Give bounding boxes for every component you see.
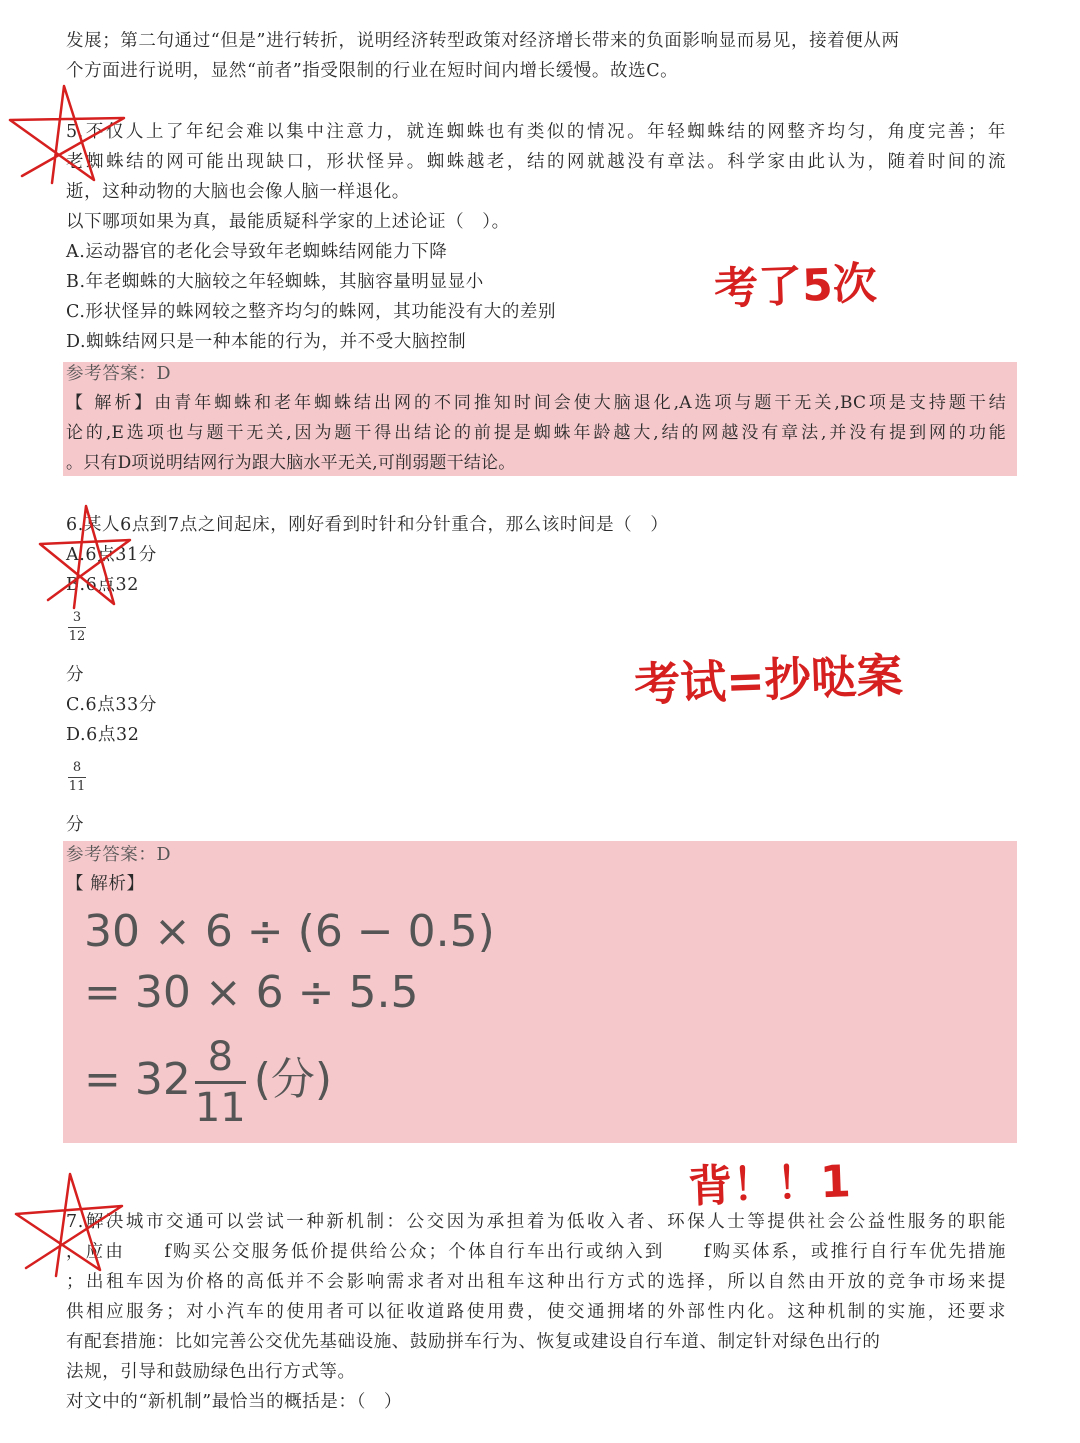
- q5-option-d: D.蜘蛛结网只是一种本能的行为，并不受大脑控制: [66, 332, 467, 352]
- handwritten-note: 考了5次: [713, 258, 878, 315]
- handwritten-note: 背！！1: [687, 1156, 852, 1213]
- q6-option-b-fraction: [66, 610, 88, 645]
- q6-option-b: B.6点32: [66, 575, 139, 595]
- q7-stem-line: ，应由 f购买公交服务低价提供给公众；个体自行车出行或纳入到 f购买体系，或推行自行车优先措施: [66, 1242, 1006, 1262]
- math-suffix: (分): [253, 1054, 333, 1105]
- math-prefix: = 32: [84, 1054, 191, 1105]
- q5-analysis-line: 论的,E选项也与题干无关,因为题干得出结论的前提是蜘蛛年龄越大,结的网越没有章法,并没有提到网的功能: [66, 423, 1006, 443]
- q5-stem-line: 老蜘蛛结的网可能出现缺口，形状怪异。蜘蛛越老，结的网就越没有章法。科学家由此认为，随着时间的流: [66, 152, 1006, 172]
- q5-analysis-line: 。只有D项说明结网行为跟大脑水平无关,可削弱题干结论。: [66, 453, 516, 473]
- q5-analysis-line: 【 解析】由青年蜘蛛和老年蜘蛛结出网的不同推知时间会使大脑退化,A选项与题干无关,BC项是支持题干结: [66, 393, 1006, 413]
- star-mark-icon: [2, 78, 132, 188]
- q6-option-d-unit: 分: [66, 815, 85, 835]
- q6-option-d: D.6点32: [66, 725, 140, 745]
- fraction-numerator: 3: [72, 610, 82, 625]
- q6-option-a: A.6点31分: [66, 545, 157, 565]
- q6-math-line: [84, 1028, 332, 1132]
- q5-option-c: C.形状怪异的蛛网较之整齐均匀的蛛网，其功能没有大的差别: [66, 302, 557, 322]
- q5-question: 以下哪项如果为真，最能质疑科学家的上述论证（ ）。: [66, 212, 510, 232]
- fraction-denominator: 11: [68, 779, 86, 794]
- q7-stem-line: 法规，引导和鼓励绿色出行方式等。: [66, 1362, 356, 1382]
- q6-analysis-label: 【 解析】: [66, 874, 145, 894]
- prev-explanation-line: 发展；第二句通过“但是”进行转折，说明经济转型政策对经济增长带来的负面影响显而易见，接着便从两: [66, 31, 900, 51]
- q5-stem-line: 5.不仅人上了年纪会难以集中注意力，就连蜘蛛也有类似的情况。年轻蜘蛛结的网整齐均匀，角度完善；年: [66, 122, 1006, 142]
- handwritten-note: 考试=抄哒案: [633, 648, 904, 712]
- q7-stem-line: 供相应服务；对小汽车的使用者可以征收道路使用费，使交通拥堵的外部性内化。这种机制的实施，还要求: [66, 1302, 1006, 1322]
- q6-option-b-unit: 分: [66, 665, 85, 685]
- q7-question: 对文中的“新机制”最恰当的概括是：（ ）: [66, 1392, 403, 1412]
- q5-option-b: B.年老蜘蛛的大脑较之年轻蜘蛛，其脑容量明显显小: [66, 272, 484, 292]
- q6-math-line: 30 × 6 ÷ (6 − 0.5): [84, 906, 495, 957]
- q7-stem-line: 有配套措施：比如完善公交优先基础设施、鼓励拼车行为、恢复或建设自行车道、制定针对绿色出行的: [66, 1332, 881, 1352]
- q6-option-d-fraction: [66, 760, 88, 795]
- fraction-numerator: 8: [72, 760, 82, 775]
- fraction-denominator: 12: [68, 629, 86, 644]
- q7-stem-line: ；出租车因为价格的高低并不会影响需求者对出租车这种出行方式的选择，所以自然由开放的竞争市场来提: [66, 1272, 1006, 1292]
- q6-option-c: C.6点33分: [66, 695, 157, 715]
- q5-stem-line: 逝，这种动物的大脑也会像人脑一样退化。: [66, 182, 410, 202]
- fraction-denominator: 11: [194, 1084, 246, 1131]
- fraction-numerator: 8: [207, 1033, 234, 1080]
- q5-answer: 参考答案：D: [66, 364, 172, 384]
- q6-math-line: = 30 × 6 ÷ 5.5: [84, 967, 419, 1018]
- prev-explanation-line: 个方面进行说明，显然“前者”指受限制的行业在短时间内增长缓慢。故选C。: [66, 61, 679, 81]
- math-fraction: [195, 1035, 246, 1130]
- q6-answer: 参考答案：D: [66, 845, 172, 865]
- q6-stem: 6.某人6点到7点之间起床，刚好看到时针和分针重合，那么该时间是（ ）: [66, 515, 669, 535]
- star-mark-icon: [10, 1168, 128, 1280]
- star-mark-icon: [34, 500, 134, 612]
- q5-option-a: A.运动器官的老化会导致年老蜘蛛结网能力下降: [66, 242, 448, 262]
- q7-stem-line: 7.解决城市交通可以尝试一种新机制：公交因为承担着为低收入者、环保人士等提供社会公益性服务的职能: [66, 1212, 1006, 1232]
